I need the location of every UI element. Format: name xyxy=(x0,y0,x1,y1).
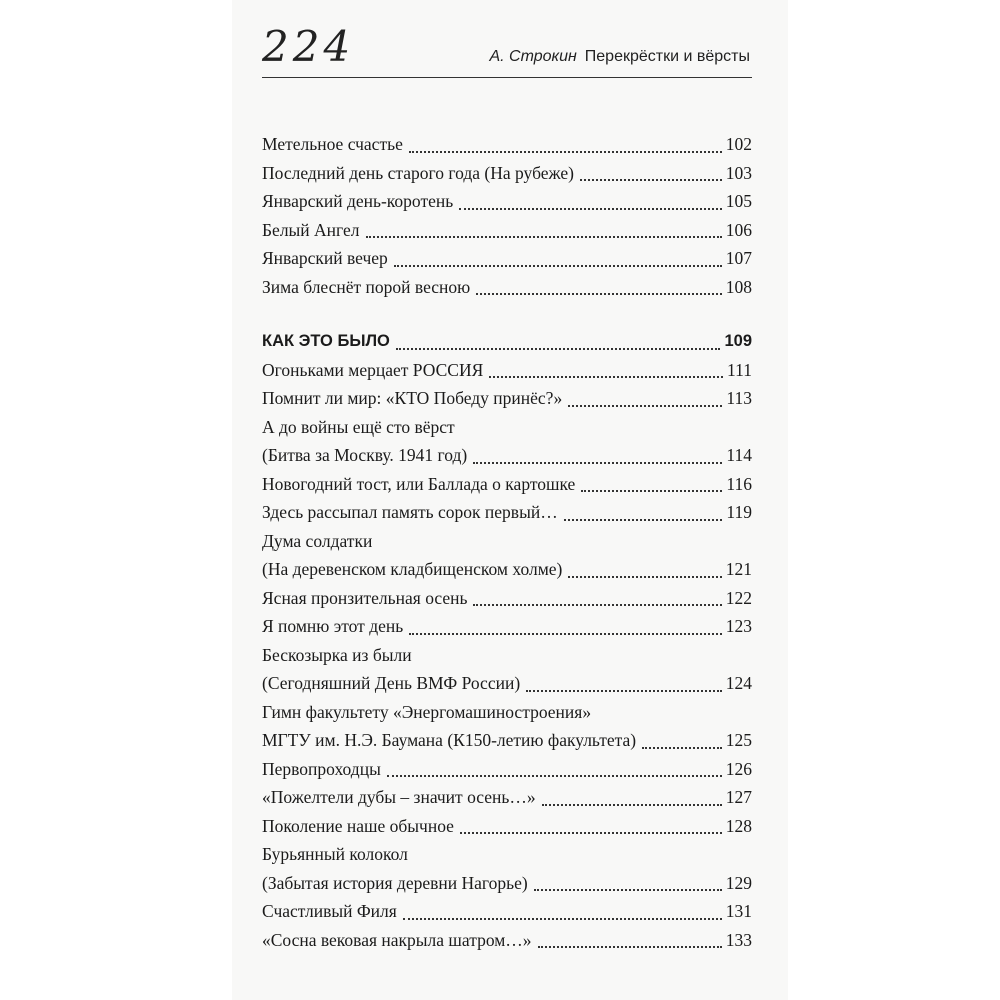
toc-page: 123 xyxy=(725,616,752,636)
toc-title: «Пожелтели дубы – значит осень…» xyxy=(262,787,536,807)
book-title: Перекрёстки и вёрсты xyxy=(584,48,750,65)
toc-title: Здесь рассыпал память сорок первый… xyxy=(262,502,558,522)
toc-title: Поколение наше обычное xyxy=(262,815,454,836)
toc-entry xyxy=(262,244,752,273)
toc-entry xyxy=(262,159,752,188)
dot-leader xyxy=(387,775,722,777)
toc-page: 103 xyxy=(725,162,752,183)
author-name: А. Строкин xyxy=(489,48,577,65)
toc-subtitle: (Сегодняшний День ВМФ России) xyxy=(262,673,521,693)
toc-entry xyxy=(262,641,752,698)
dot-leader xyxy=(473,604,721,606)
toc-subtitle: МГТУ им. Н.Э. Баумана (К150-летию факультета) xyxy=(262,730,637,750)
toc-title: Зима блеснёт порой весною xyxy=(262,276,471,297)
toc-entry xyxy=(262,470,752,499)
toc-page: 121 xyxy=(725,559,752,579)
toc-entry xyxy=(262,812,752,841)
toc-title: Помнит ли мир: «КТО Победу принёс?» xyxy=(262,388,563,408)
toc-page: 116 xyxy=(726,473,752,494)
section-gap xyxy=(262,301,752,327)
toc-entry xyxy=(262,273,752,302)
toc-title: Огоньками мерцает РОССИЯ xyxy=(262,359,484,380)
dot-leader xyxy=(473,462,722,464)
toc-title: А до войны ещё сто вёрст xyxy=(262,416,455,437)
toc-entry xyxy=(262,612,752,641)
toc-title: «Сосна вековая накрыла шатром…» xyxy=(262,929,532,950)
toc-entry xyxy=(262,216,752,245)
page-number: 224 xyxy=(262,22,355,71)
dot-leader xyxy=(460,832,722,834)
toc-page: 119 xyxy=(726,502,752,522)
toc-subtitle: (Забытая история деревни Нагорье) xyxy=(262,872,528,893)
toc-page: 114 xyxy=(726,445,752,465)
toc-entry xyxy=(262,926,752,955)
toc-page: 111 xyxy=(727,359,752,380)
toc-title: Бурьянный колокол xyxy=(262,844,408,864)
toc-entry xyxy=(262,130,752,159)
toc-section-heading xyxy=(262,327,752,356)
toc-page: 102 xyxy=(725,134,752,154)
dot-leader xyxy=(534,889,722,891)
toc-page: 108 xyxy=(725,276,752,297)
toc-entry xyxy=(262,527,752,584)
toc-page: 107 xyxy=(725,248,752,268)
toc-page: 125 xyxy=(725,730,752,750)
toc-entry xyxy=(262,584,752,613)
toc-title: Метельное счастье xyxy=(262,134,403,154)
toc-title: Январский вечер xyxy=(262,248,388,268)
table-of-contents xyxy=(262,130,752,954)
dot-leader xyxy=(568,405,722,407)
dot-leader xyxy=(568,576,721,578)
toc-page: 124 xyxy=(725,673,752,693)
toc-page: 106 xyxy=(725,219,752,240)
dot-leader xyxy=(580,179,722,181)
section-page: 109 xyxy=(724,332,752,350)
dot-leader xyxy=(409,151,722,153)
toc-entry xyxy=(262,413,752,470)
toc-entry xyxy=(262,187,752,216)
section-title: КАК ЭТО БЫЛО xyxy=(262,332,390,350)
toc-entry xyxy=(262,783,752,812)
header-rule xyxy=(262,77,752,78)
toc-title: Последний день старого года (На рубеже) xyxy=(262,162,574,183)
toc-title: Ясная пронзительная осень xyxy=(262,587,468,608)
toc-entry xyxy=(262,840,752,897)
dot-leader xyxy=(409,633,722,635)
toc-page: 133 xyxy=(725,929,752,950)
toc-title: Гимн факультету «Энергомашиностроения» xyxy=(262,701,592,722)
toc-page: 129 xyxy=(725,872,752,893)
dot-leader xyxy=(394,265,722,267)
dot-leader xyxy=(396,348,721,350)
dot-leader xyxy=(366,236,722,238)
toc-entry xyxy=(262,698,752,755)
toc-entry xyxy=(262,755,752,784)
dot-leader xyxy=(403,918,722,920)
dot-leader xyxy=(526,690,722,692)
toc-title: Дума солдатки xyxy=(262,530,373,551)
toc-page: 122 xyxy=(725,587,752,608)
dot-leader xyxy=(489,376,723,378)
dot-leader xyxy=(564,519,723,521)
dot-leader xyxy=(581,490,722,492)
running-head xyxy=(489,48,750,66)
toc-page: 128 xyxy=(725,815,752,836)
toc-title: Я помню этот день xyxy=(262,616,404,636)
dot-leader xyxy=(538,946,722,948)
toc-page: 126 xyxy=(725,758,752,779)
toc-page: 113 xyxy=(726,388,752,408)
dot-leader xyxy=(542,804,722,806)
toc-entry xyxy=(262,498,752,527)
toc-entry xyxy=(262,384,752,413)
toc-subtitle: (Битва за Москву. 1941 год) xyxy=(262,445,468,465)
toc-page: 127 xyxy=(725,787,752,807)
toc-page: 105 xyxy=(725,191,752,211)
toc-title: Бескозырка из были xyxy=(262,644,412,665)
toc-entry xyxy=(262,356,752,385)
dot-leader xyxy=(642,747,722,749)
toc-entry xyxy=(262,897,752,926)
toc-title: Белый Ангел xyxy=(262,219,360,240)
toc-title: Новогодний тост, или Баллада о картошке xyxy=(262,473,576,494)
toc-title: Счастливый Филя xyxy=(262,901,397,921)
dot-leader xyxy=(476,293,722,295)
dot-leader xyxy=(459,208,722,210)
toc-title: Первопроходцы xyxy=(262,758,381,779)
toc-page: 131 xyxy=(725,901,752,921)
toc-subtitle: (На деревенском кладбищенском холме) xyxy=(262,559,563,579)
toc-title: Январский день-коротень xyxy=(262,191,454,211)
